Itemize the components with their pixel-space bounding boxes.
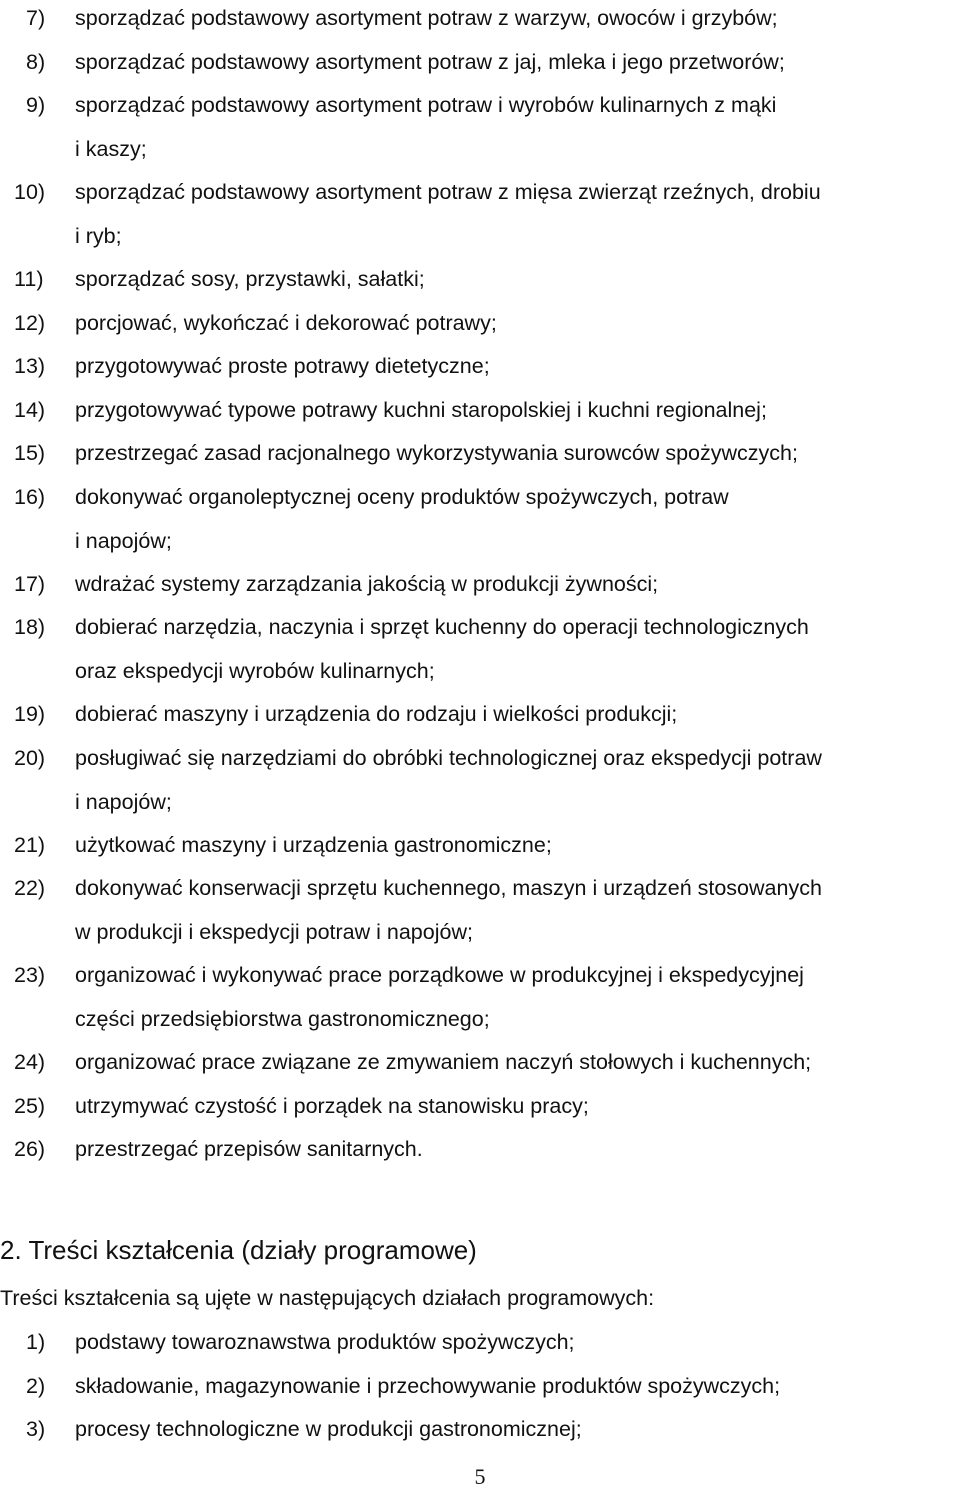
list-item-line: w produkcji i ekspedycji potraw i napojów; bbox=[75, 920, 473, 944]
list-item-text bbox=[75, 83, 960, 171]
list-item-line: dobierać maszyny i urządzenia do rodzaju i wielkości produkcji; bbox=[75, 702, 678, 726]
list-item-line: przygotowywać proste potrawy dietetyczne; bbox=[75, 354, 490, 378]
list-item-text bbox=[75, 1127, 960, 1171]
list-item-number: 21) bbox=[14, 832, 46, 857]
list-item-line: sporządzać sosy, przystawki, sałatki; bbox=[75, 267, 425, 291]
list-item-number: 13) bbox=[14, 354, 46, 378]
list-item-text bbox=[75, 605, 960, 693]
list-item-line: sporządzać podstawowy asortyment potraw z warzyw, owoców i grzybów; bbox=[75, 6, 778, 30]
list-item-number: 10) bbox=[14, 180, 46, 204]
list-item-line: dokonywać konserwacji sprzętu kuchennego, maszyn i urządzeń stosowanych bbox=[75, 876, 822, 900]
list-item-line: oraz ekspedycji wyrobów kulinarnych; bbox=[75, 659, 435, 683]
list-item-number: 26) bbox=[14, 1137, 46, 1161]
list-item-number: 8) bbox=[26, 49, 46, 74]
page-number: 5 bbox=[474, 1464, 486, 1489]
list-item-number: 24) bbox=[14, 1050, 46, 1074]
list-item-number: 7) bbox=[26, 6, 46, 30]
list-item-line: wdrażać systemy zarządzania jakością w produkcji żywności; bbox=[75, 571, 659, 596]
list-item-line: przygotowywać typowe potrawy kuchni staropolskiej i kuchni regionalnej; bbox=[75, 397, 767, 422]
list-item-text bbox=[75, 1320, 960, 1364]
list-item-number: 12) bbox=[14, 310, 46, 335]
list-item-text bbox=[75, 40, 960, 84]
list-item-line: części przedsiębiorstwa gastronomicznego; bbox=[75, 1007, 490, 1031]
list-item-text bbox=[75, 388, 960, 432]
list-item-number: 23) bbox=[14, 963, 46, 987]
list-item-text bbox=[75, 257, 960, 301]
list-item-number: 3) bbox=[26, 1417, 46, 1441]
list-item-line: i napojów; bbox=[75, 789, 172, 814]
list-item-line: dokonywać organoleptycznej oceny produktów spożywczych, potraw bbox=[75, 484, 729, 509]
list-item-line: i kaszy; bbox=[75, 137, 147, 161]
list-item-line: sporządzać podstawowy asortyment potraw z mięsa zwierząt rzeźnych, drobiu bbox=[75, 180, 821, 204]
list-item-text bbox=[75, 823, 960, 867]
list-item-line: przestrzegać zasad racjonalnego wykorzystywania surowców spożywczych; bbox=[75, 441, 798, 465]
list-item-text bbox=[75, 344, 960, 388]
list-item-line: utrzymywać czystość i porządek na stanowisku pracy; bbox=[75, 1093, 589, 1118]
list-item-line: sporządzać podstawowy asortyment potraw i wyrobów kulinarnych z mąki bbox=[75, 93, 777, 117]
list-item-number: 18) bbox=[14, 615, 46, 639]
list-item-text bbox=[75, 431, 960, 475]
list-item-text bbox=[75, 692, 960, 736]
list-item-number: 17) bbox=[14, 571, 46, 596]
list-item-line: procesy technologiczne w produkcji gastronomicznej; bbox=[75, 1417, 582, 1441]
list-item-text bbox=[75, 736, 960, 824]
list-item-line: przestrzegać przepisów sanitarnych. bbox=[75, 1137, 423, 1161]
list-item-text bbox=[75, 562, 960, 606]
list-item-text bbox=[75, 301, 960, 345]
list-item-text bbox=[75, 953, 960, 1041]
list-item-text bbox=[75, 866, 960, 954]
list-item-line: podstawy towaroznawstwa produktów spożywczych; bbox=[75, 1330, 575, 1354]
list-item-line: i napojów; bbox=[75, 528, 172, 553]
list-item-text bbox=[75, 475, 960, 563]
list-item-line: składowanie, magazynowanie i przechowywanie produktów spożywczych; bbox=[75, 1373, 781, 1398]
list-item-number: 20) bbox=[14, 745, 46, 770]
section-heading: 2. Treści kształcenia (działy programowe) bbox=[0, 1235, 477, 1265]
list-item-text bbox=[75, 1364, 960, 1408]
list-item-line: organizować prace związane ze zmywaniem naczyń stołowych i kuchennych; bbox=[75, 1050, 812, 1074]
list-item-text bbox=[75, 1407, 960, 1451]
section-intro: Treści kształcenia są ujęte w następujących działach programowych: bbox=[0, 1286, 655, 1310]
list-item-line: posługiwać się narzędziami do obróbki technologicznej oraz ekspedycji potraw bbox=[75, 745, 822, 770]
list-item-number: 22) bbox=[14, 876, 46, 900]
list-item-number: 14) bbox=[14, 397, 46, 422]
list-item-text bbox=[75, 0, 960, 40]
list-item-line: porcjować, wykończać i dekorować potrawy; bbox=[75, 310, 497, 335]
list-item-number: 19) bbox=[14, 702, 46, 726]
list-item-line: organizować i wykonywać prace porządkowe w produkcyjnej i ekspedycyjnej bbox=[75, 963, 804, 987]
list-item-line: sporządzać podstawowy asortyment potraw z jaj, mleka i jego przetworów; bbox=[75, 49, 785, 74]
list-item-number: 15) bbox=[14, 441, 46, 465]
list-item-line: dobierać narzędzia, naczynia i sprzęt kuchenny do operacji technologicznych bbox=[75, 615, 809, 639]
list-item-line: użytkować maszyny i urządzenia gastronomiczne; bbox=[75, 832, 552, 857]
list-item-text bbox=[75, 170, 960, 258]
list-item-number: 25) bbox=[14, 1093, 46, 1118]
list-item-line: i ryb; bbox=[75, 224, 122, 248]
list-item-text bbox=[75, 1040, 960, 1084]
list-item-number: 16) bbox=[14, 484, 46, 509]
list-item-number: 9) bbox=[26, 93, 46, 117]
list-item-number: 2) bbox=[26, 1373, 46, 1398]
list-item-number: 1) bbox=[26, 1330, 46, 1354]
list-item-text bbox=[75, 1084, 960, 1128]
list-item-number: 11) bbox=[14, 267, 44, 291]
